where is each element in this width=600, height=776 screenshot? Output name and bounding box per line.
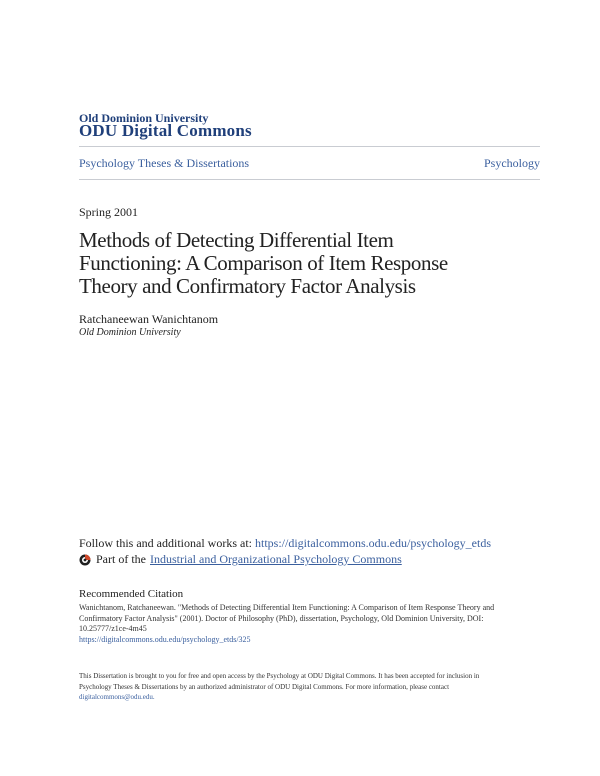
citation-link[interactable]: https://digitalcommons.odu.edu/psychology_etds/325 [79,634,251,644]
department-link[interactable]: Psychology [483,156,540,170]
notice-line: This Dissertation is brought to you for free and open access by the Psychology at ODU Digital Commons. It has been accepted for inclusion in [79,672,480,680]
commons-link[interactable]: Industrial and Organizational Psychology Commons [150,552,402,566]
network-icon [79,554,91,566]
follow-text: Follow this and additional works at: [79,536,252,550]
author-affiliation: Old Dominion University [79,327,181,338]
citation-line: Wanichtanom, Ratchaneewan. "Methods of Detecting Differential Item Functioning: A Comparison of Item Response Theory and [79,603,495,612]
document-title [79,229,509,298]
notice-line: Psychology Theses & Dissertations by an authorized administrator of ODU Digital Commons. For more information, please contact [79,682,450,691]
citation-line: 10.25777/z1ce-4m45 [79,624,147,633]
repository-name[interactable]: ODU Digital Commons [79,121,252,140]
citation-block [79,603,519,645]
title-line: Theory and Confirmatory Factor Analysis [79,274,416,298]
citation-line: Confirmatory Factor Analysis" (2001). Doctor of Philosophy (PhD), dissertation, Psychology, Old Dominion University, DOI: [79,613,484,623]
title-line: Functioning: A Comparison of Item Response [79,251,448,275]
bottom-divider [79,179,540,180]
author-name: Ratchaneewan Wanichtanom [79,312,219,326]
follow-line [79,536,491,551]
title-line: Methods of Detecting Differential Item [79,228,394,252]
access-notice [79,671,524,703]
publication-date: Spring 2001 [79,205,139,219]
follow-link[interactable]: https://digitalcommons.odu.edu/psychology_etds [255,536,491,550]
top-divider [79,146,540,147]
part-of-text: Part of the [96,552,146,566]
part-of-line [79,552,402,567]
collection-link[interactable]: Psychology Theses & Dissertations [79,156,250,170]
contact-email-link[interactable]: digitalcommons@odu.edu. [79,693,155,701]
citation-heading: Recommended Citation [79,588,184,600]
university-name: Old Dominion University [79,111,209,125]
